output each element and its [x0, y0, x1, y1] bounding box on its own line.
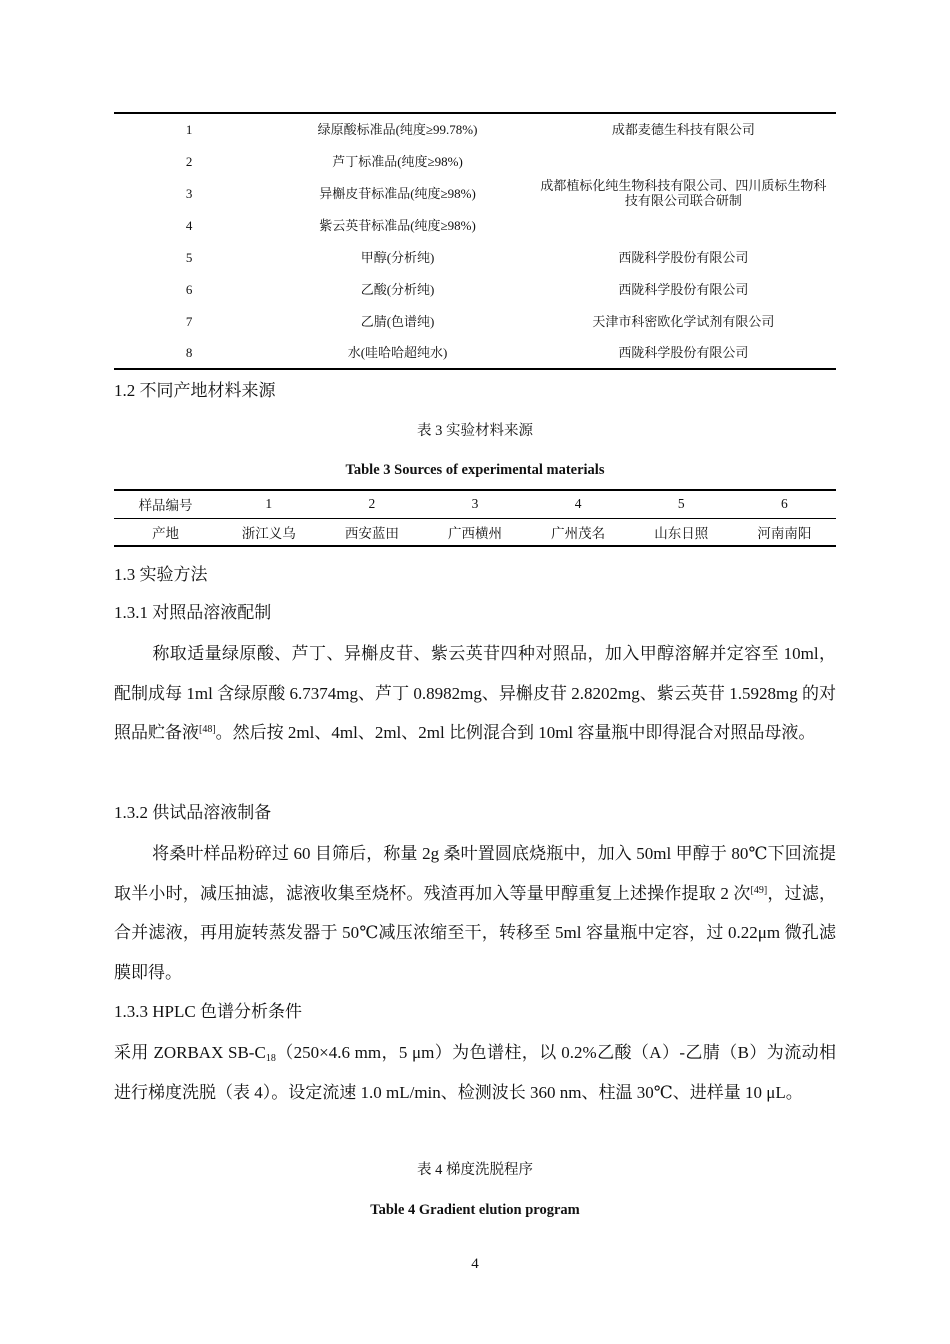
- table4-caption-en: Table 4 Gradient elution program: [370, 1202, 580, 1218]
- reagent-source: 西陇科学股份有限公司: [618, 345, 749, 360]
- origin-cell: 西安蓝田: [344, 525, 399, 541]
- row-label: 产地: [152, 525, 180, 541]
- table-row: [114, 305, 836, 337]
- origin-cell: 河南南阳: [757, 525, 812, 541]
- table3-caption-cn: 表 3 实验材料来源: [417, 423, 533, 439]
- table-row: [114, 145, 836, 177]
- origin-cell: 广西横州: [447, 525, 502, 541]
- section-heading-1-3-3: 1.3.3 HPLC 色谱分析条件: [114, 1002, 302, 1021]
- table-row: [114, 241, 836, 273]
- subscript: 18: [265, 1053, 276, 1064]
- row-number: 1: [185, 122, 193, 137]
- reagent-name: 异槲皮苷标准品(纯度≥98%): [319, 185, 476, 201]
- row-number: 4: [185, 217, 193, 233]
- reagent-source: 天津市科密欧化学试剂有限公司: [592, 313, 775, 329]
- origin-cell: 山东日照: [654, 525, 709, 541]
- reagent-name: 乙酸(分析纯): [360, 281, 435, 297]
- reagent-source: 西陇科学股份有限公司: [618, 281, 749, 297]
- section-heading-1-3-1: 1.3.1 对照品溶液配制: [114, 603, 272, 622]
- row-number: 2: [185, 153, 193, 169]
- citation: [48]: [199, 724, 216, 735]
- reagent-name: 芦丁标准品(纯度≥98%): [332, 153, 463, 169]
- page-number: 4: [471, 1256, 479, 1272]
- paragraph-sample-solution: 将桑叶样品粉碎过 60 目筛后，称量 2g 桑叶置圆底烧瓶中，加入 50ml 甲醇于 80℃下回流提取半小时，减压抽滤，滤液收集至烧杯。残渣再加入等量甲醇重复上述操作提取 2 次[49]，过滤，合并滤液，再用旋转蒸发器于 50℃减压浓缩至干，转移至 5ml 容量瓶中定容，过 0.22μm 微孔滤膜即得。: [114, 844, 837, 982]
- reagent-name: 乙腈(色谱纯): [360, 313, 435, 329]
- table3-caption-en: Table 3 Sources of experimental materials: [345, 462, 605, 478]
- table-row: [114, 113, 836, 145]
- header-cell: 6: [733, 490, 836, 518]
- header-cell: 3: [423, 490, 526, 518]
- reagent-name: 水(哇哈哈超纯水): [347, 345, 448, 360]
- reagent-name: 紫云英苷标准品(纯度≥98%): [319, 217, 476, 233]
- origin-cell: 浙江义乌: [241, 525, 296, 541]
- section-heading-1-3: 1.3 实验方法: [114, 565, 208, 584]
- table4-caption-cn: 表 4 梯度洗脱程序: [417, 1162, 533, 1178]
- header-cell: 1: [217, 490, 320, 518]
- citation: [49]: [750, 884, 768, 896]
- section-heading-1-2: 1.2 不同产地材料来源: [114, 381, 276, 400]
- section-heading-1-3-2: 1.3.2 供试品溶液制备: [114, 803, 272, 822]
- row-number: 6: [185, 281, 193, 297]
- row-number: 7: [185, 313, 193, 329]
- materials-source-table: [114, 489, 836, 547]
- origin-cell: 广州茂名: [551, 525, 606, 541]
- header-cell: 4: [527, 490, 630, 518]
- reagent-name: 绿原酸标准品(纯度≥99.78%): [317, 122, 478, 137]
- header-label: 样品编号: [114, 490, 217, 518]
- reagents-table: [114, 112, 836, 370]
- header-cell: 5: [630, 490, 733, 518]
- row-number: 5: [185, 249, 193, 265]
- reagent-source: 成都麦德生科技有限公司: [611, 122, 755, 137]
- reagent-source: 西陇科学股份有限公司: [618, 249, 749, 265]
- table-row: [114, 518, 836, 546]
- table-row: [114, 273, 836, 305]
- reagent-name: 甲醇(分析纯): [360, 249, 435, 265]
- row-number: 8: [185, 345, 193, 360]
- paragraph-reference-solution: 称取适量绿原酸、芦丁、异槲皮苷、紫云英苷四种对照品，加入甲醇溶解并定容至 10ml，配制成每 1ml 含绿原酸 6.7374mg、芦丁 0.8982mg、异槲皮苷 2.8202mg、紫云英苷 1.5928mg 的对照品贮备液[48]。然后按 2ml、4ml、2ml、2ml 比例混合到 10ml 容量瓶中即得混合对照品母液。: [114, 644, 836, 742]
- table-row: [114, 337, 836, 369]
- header-cell: 2: [320, 490, 423, 518]
- paragraph-hplc-conditions: 采用 ZORBAX $SB-C_{18}(250\times 4.6$ mm，5 μm）为色谱柱，以 0.2%乙酸（A）-乙腈（B）为流动相进行梯度洗脱（表 4）。设定流速 1.0 mL/min、检测波长 360 nm、柱温 30℃、进样量 10 μL。: [114, 1043, 837, 1102]
- table-header-row: [114, 490, 836, 518]
- reagent-source: 成都植标化纯生物科技有限公司、四川质标生物科技有限公司联合研制: [540, 178, 827, 208]
- row-number: 3: [185, 185, 193, 201]
